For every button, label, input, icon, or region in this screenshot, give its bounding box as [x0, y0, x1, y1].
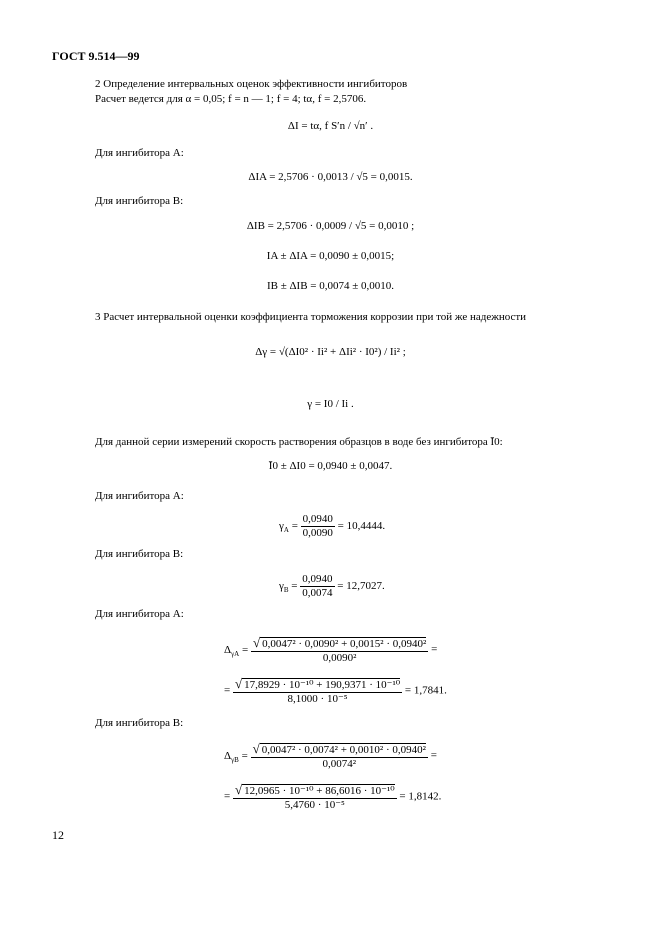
- gamma-a-symbol: $\gamma_A$ =: [279, 520, 301, 535]
- formula-gamma: γ = I0 / Ii .: [307, 398, 354, 410]
- gamma-a-result: = 10,4444.: [337, 520, 386, 533]
- delta-gamma-a-equals: =: [431, 643, 438, 656]
- i0-interval: Ī0 ± ΔI0 = 0,0940 ± 0,0047.: [268, 460, 393, 472]
- document-header: ГОСТ 9.514—99: [52, 49, 140, 63]
- sqrt-icon: √: [252, 635, 261, 650]
- delta-gamma-b-equals: =: [430, 749, 437, 762]
- delta-gamma-a-den-1: 0,0090²: [322, 652, 357, 664]
- gamma-a-num: 0,0940: [302, 513, 333, 525]
- calc-delta-ia: ΔIA = 2,5706 · 0,0013 / √5 = 0,0015.: [248, 171, 413, 183]
- label-gamma-a: Для ингибитора A:: [95, 490, 184, 502]
- delta-gamma-b-fraction-1: [251, 741, 428, 771]
- delta-gamma-a-result: = 1,7841.: [404, 684, 447, 697]
- label-inhibitor-b: Для ингибитора B:: [95, 195, 184, 207]
- delta-gamma-b-radicand-2: 12,0965 · 10⁻¹⁰ + 86,6016 · 10⁻¹⁰: [244, 785, 395, 797]
- gamma-b-num: 0,0940: [302, 573, 333, 585]
- calc-ia-interval: IA ± ΔIA = 0,0090 ± 0,0015;: [266, 250, 395, 262]
- gamma-b-result: = 12,7027.: [337, 580, 385, 593]
- label-gamma-b: Для ингибитора B:: [95, 548, 184, 560]
- sqrt-icon: √: [234, 782, 243, 797]
- delta-gamma-b-den-1: 0,0074²: [322, 758, 357, 770]
- gamma-b-fraction: [300, 573, 334, 600]
- delta-gamma-b-line1: [224, 741, 437, 771]
- gamma-b-symbol: $\gamma_B$ =: [279, 580, 301, 595]
- delta-gamma-a-line2: [224, 676, 447, 706]
- delta-gamma-a-equals-2: =: [224, 684, 233, 697]
- delta-gamma-b-radicand-1: 0,0047² · 0,0074² + 0,0010² · 0,0940²: [261, 744, 426, 756]
- formula-delta-i: ΔI = tα, f S′n / √n′ .: [287, 120, 374, 132]
- section-2-condition: Расчет ведется для α = 0,05; f = n — 1; f = 4; tα, f = 2,5706.: [95, 93, 367, 105]
- calc-ib-interval: IB ± ΔIB = 0,0074 ± 0,0010.: [266, 280, 395, 292]
- calc-delta-ib: ΔIB = 2,5706 · 0,0009 / √5 = 0,0010 ;: [246, 220, 415, 232]
- label-delta-gamma-a: Для ингибитора A:: [95, 608, 184, 620]
- delta-gamma-a-radicand-2: 17,8929 · 10⁻¹⁰ + 190,9371 · 10⁻¹⁰: [244, 679, 401, 691]
- delta-gamma-b-symbol: $\Delta_{\gamma B}$ =: [224, 749, 251, 764]
- gamma-a-calc: [279, 513, 385, 540]
- section-3-heading: 3 Расчет интервальной оценки коэффициента торможения коррозии при той же надежности: [95, 311, 527, 323]
- formula-delta-gamma: Δγ = √(ΔI0² · Ii² + ΔIi² · I0²) / Ii² ;: [255, 346, 406, 358]
- label-inhibitor-a: Для ингибитора A:: [95, 147, 184, 159]
- gamma-b-calc: [279, 573, 385, 600]
- delta-gamma-a-symbol: $\Delta_{\gamma A}$ =: [224, 643, 251, 658]
- delta-gamma-a-fraction-2: [233, 676, 402, 706]
- delta-gamma-a-fraction-1: [251, 635, 428, 665]
- delta-gamma-b-fraction-2: [233, 782, 397, 812]
- gamma-b-den: 0,0074: [302, 587, 333, 599]
- page-number: 12: [52, 828, 64, 842]
- delta-gamma-a-num-1: [251, 635, 428, 652]
- delta-gamma-b-num-1: [251, 741, 428, 758]
- series-text: Для данной серии измерений скорость растворения образцов в воде без ингибитора Ī0:: [95, 436, 503, 448]
- sqrt-icon: √: [234, 676, 243, 691]
- delta-gamma-b-equals-2: =: [224, 790, 233, 803]
- delta-gamma-a-den-2: 8,1000 · 10⁻⁵: [287, 693, 348, 705]
- section-2-heading: 2 Определение интервальных оценок эффективности ингибиторов: [95, 78, 408, 90]
- delta-gamma-b-den-2: 5,4760 · 10⁻⁵: [284, 799, 345, 811]
- delta-gamma-a-radicand-1: 0,0047² · 0,0090² + 0,0015² · 0,0940²: [262, 638, 427, 650]
- delta-gamma-b-line2: [224, 782, 441, 812]
- delta-gamma-b-result: = 1,8142.: [399, 790, 442, 803]
- delta-gamma-b-num-2: [233, 782, 397, 799]
- gamma-a-fraction: [301, 513, 335, 540]
- gamma-a-den: 0,0090: [302, 527, 333, 539]
- delta-gamma-a-num-2: [233, 676, 402, 693]
- sqrt-icon: √: [252, 741, 260, 756]
- label-delta-gamma-b: Для ингибитора B:: [95, 717, 184, 729]
- delta-gamma-a-line1: [224, 635, 437, 665]
